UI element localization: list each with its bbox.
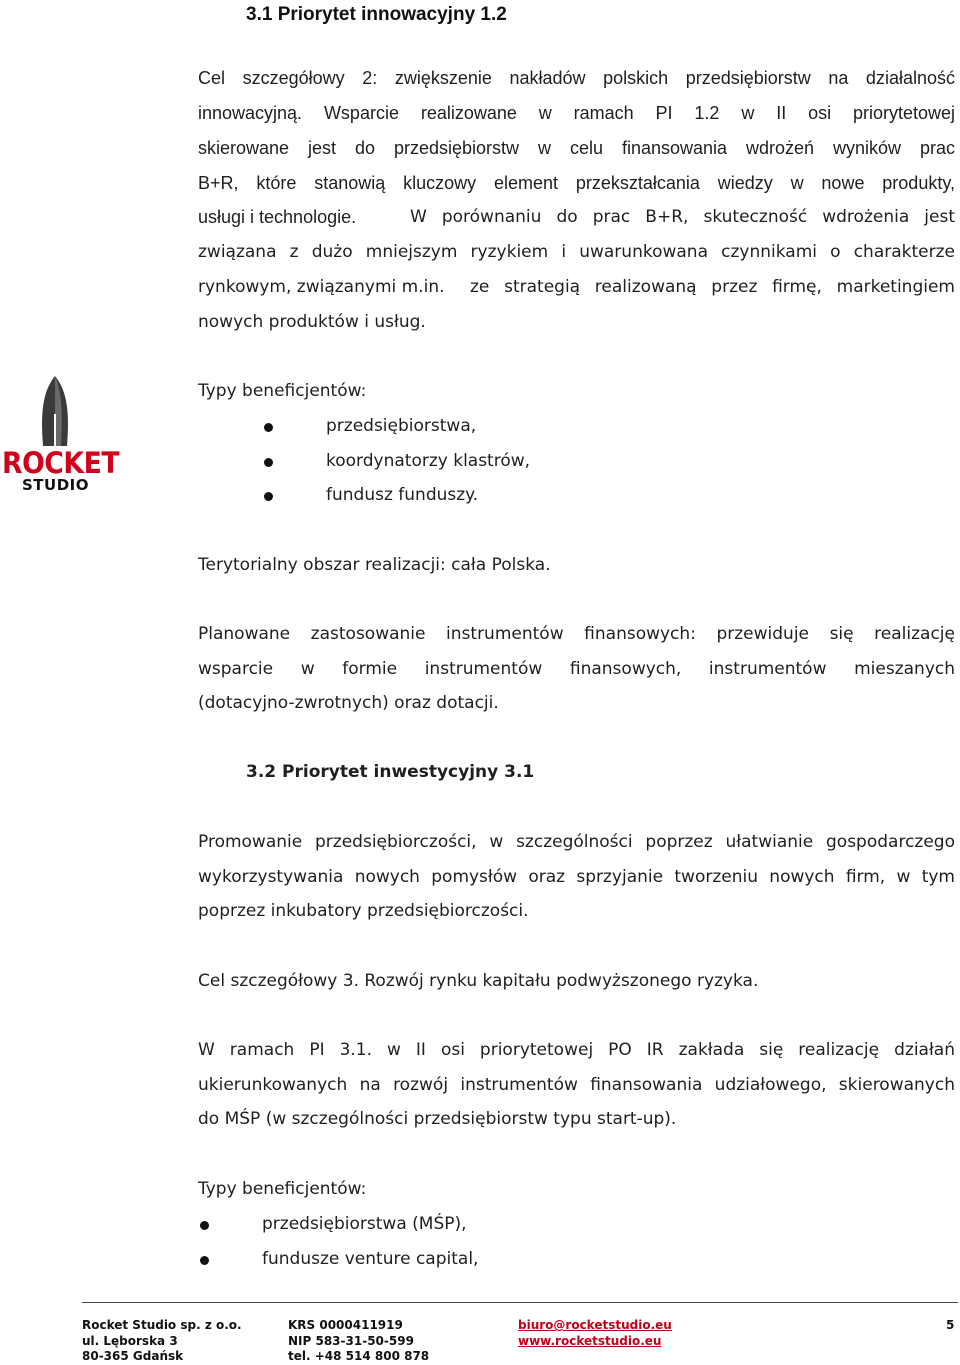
footer-website-link[interactable]: www.rocketstudio.eu bbox=[518, 1333, 662, 1348]
page-number: 5 bbox=[946, 1318, 955, 1332]
bullet-icon bbox=[264, 492, 273, 501]
paragraph-line: Promowanie przedsiębiorczości, w szczególności poprzez ułatwianie gospodarczego bbox=[198, 832, 955, 852]
footer-phone: tel. +48 514 800 878 bbox=[288, 1349, 430, 1363]
rocket-studio-logo bbox=[0, 374, 120, 494]
bullet-icon bbox=[264, 458, 273, 467]
paragraph-line: B+R, które stanowią kluczowy element przekształcania wiedzy w nowe produkty, bbox=[198, 173, 955, 193]
list-item: fundusze venture capital, bbox=[262, 1249, 479, 1269]
heading-priorytet-inwestycyjny: 3.2 Priorytet inwestycyjny 3.1 bbox=[246, 762, 535, 782]
footer-registry-block bbox=[288, 1318, 429, 1365]
paragraph-line: wsparcie w formie instrumentów finansowych, instrumentów mieszanych bbox=[198, 659, 955, 679]
paragraph-line: nowych produktów i usług. bbox=[198, 312, 426, 332]
paragraph-line: Planowane zastosowanie instrumentów finansowych: przewiduje się realizację bbox=[198, 624, 955, 644]
footer-company-block bbox=[82, 1318, 242, 1365]
footer-nip: NIP 583-31-50-599 bbox=[288, 1333, 414, 1348]
bullet-icon bbox=[264, 423, 273, 432]
list-item: przedsiębiorstwa, bbox=[326, 416, 477, 436]
paragraph-fragment: usługi i technologie. bbox=[198, 207, 357, 227]
paragraph-line: W ramach PI 3.1. w II osi priorytetowej PO IR zakłada się realizację działań bbox=[198, 1040, 955, 1060]
paragraph-line bbox=[198, 277, 955, 297]
paragraph-line: (dotacyjno-zwrotnych) oraz dotacji. bbox=[198, 693, 499, 713]
paragraph-line: Cel szczegółowy 2: zwiększenie nakładów polskich przedsiębiorstw na działalność bbox=[198, 68, 955, 88]
beneficiaries-label: Typy beneficjentów: bbox=[198, 1179, 367, 1199]
paragraph-line bbox=[198, 207, 955, 228]
list-item: koordynatorzy klastrów, bbox=[326, 451, 531, 471]
paragraph-line: do MŚP (w szczególności przedsiębiorstw typu start-up). bbox=[198, 1109, 677, 1129]
territory-text: Terytorialny obszar realizacji: cała Polska. bbox=[198, 555, 551, 575]
footer-email-link[interactable]: biuro@rocketstudio.eu bbox=[518, 1318, 672, 1332]
paragraph-fragment: ze strategią realizowaną przez firmę, marketingiem bbox=[470, 277, 955, 297]
paragraph-line: skierowane jest do przedsiębiorstw w celu finansowania wdrożeń wyników prac bbox=[198, 138, 955, 158]
logo-word-rocket: ROCKET bbox=[2, 446, 120, 480]
paragraph-line: innowacyjną. Wsparcie realizowane w ramach PI 1.2 w II osi priorytetowej bbox=[198, 103, 955, 123]
footer-city: 80-365 Gdańsk bbox=[82, 1349, 184, 1363]
footer-street: ul. Lęborska 3 bbox=[82, 1333, 178, 1348]
list-item: fundusz funduszy. bbox=[326, 485, 479, 505]
footer-divider bbox=[82, 1302, 958, 1303]
paragraph-line: wykorzystywania nowych pomysłów oraz sprzyjanie tworzeniu nowych firm, w tym bbox=[198, 867, 955, 887]
logo-word-studio: STUDIO bbox=[22, 476, 89, 494]
footer-krs: KRS 0000411919 bbox=[288, 1318, 403, 1332]
rocket-icon bbox=[30, 374, 80, 449]
beneficiaries-label: Typy beneficjentów: bbox=[198, 381, 367, 401]
heading-priorytet-innowacyjny: 3.1 Priorytet innowacyjny 1.2 bbox=[246, 4, 507, 25]
list-item: przedsiębiorstwa (MŚP), bbox=[262, 1214, 467, 1234]
paragraph-fragment: W porównaniu do prac B+R, skuteczność wdrożenia jest bbox=[410, 207, 955, 227]
footer-company: Rocket Studio sp. z o.o. bbox=[82, 1318, 242, 1332]
footer-contact-block bbox=[518, 1318, 672, 1349]
bullet-icon bbox=[200, 1221, 209, 1230]
bullet-icon bbox=[200, 1256, 209, 1265]
paragraph-line: ukierunkowanych na rozwój instrumentów finansowania udziałowego, skierowanych bbox=[198, 1075, 955, 1095]
paragraph-line: związana z dużo mniejszym ryzykiem i uwarunkowana czynnikami o charakterze bbox=[198, 242, 955, 262]
paragraph-fragment: rynkowym, związanymi m.in. bbox=[198, 277, 445, 297]
paragraph-line: poprzez inkubatory przedsiębiorczości. bbox=[198, 901, 529, 921]
goal-3-text: Cel szczegółowy 3. Rozwój rynku kapitału podwyższonego ryzyka. bbox=[198, 971, 759, 991]
